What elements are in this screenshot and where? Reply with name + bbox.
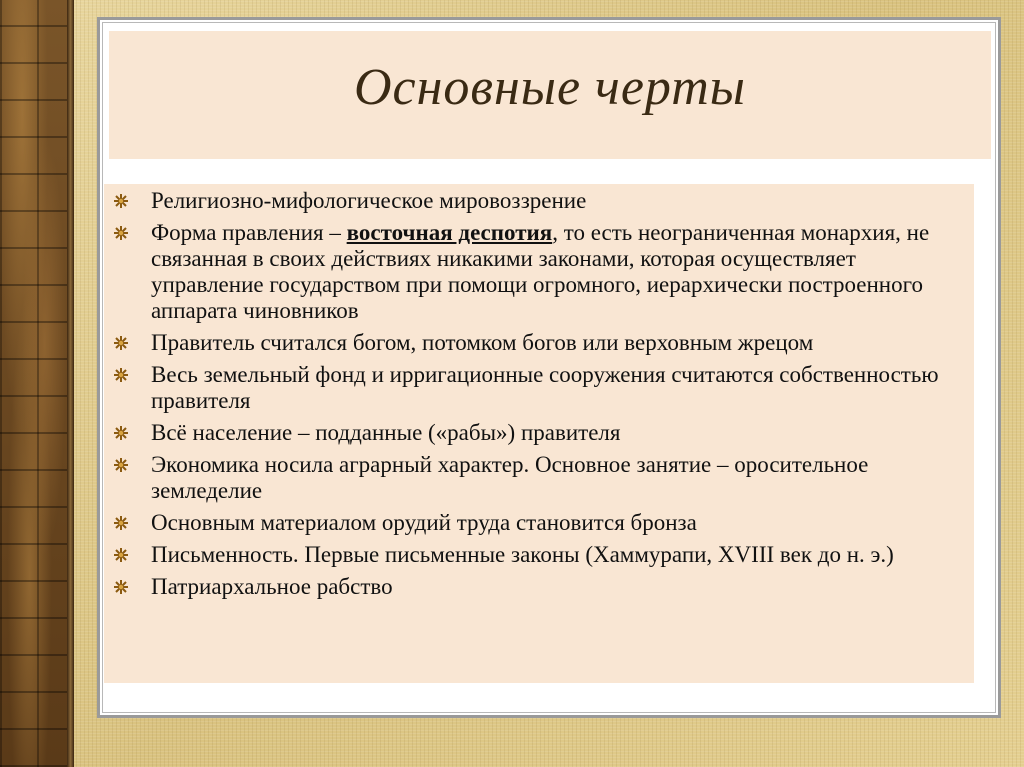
list-item-text-after: , то есть неограниченная монархия, не связанная в своих действиях никакими законами, которая осуществляет управление государством при помощи огромного, иерархически построенного аппарата чиновников	[151, 220, 930, 323]
slide-title: Основные черты	[353, 58, 747, 116]
list-item-text: Религиозно-мифологическое мировоззрение	[151, 188, 587, 213]
list-item	[104, 574, 974, 600]
star-burst-icon	[114, 226, 128, 240]
list-item-text: Письменность. Первые письменные законы (Хаммурапи, XVIII век до н. э.)	[151, 542, 894, 567]
star-burst-icon	[114, 516, 128, 530]
star-burst-icon	[114, 336, 128, 350]
list-item-text: Экономика носила аграрный характер. Основное занятие – оросительное земледелие	[151, 452, 869, 503]
list-item	[104, 220, 974, 324]
list-item-emphasis: восточная деспотия	[346, 220, 553, 245]
list-item	[104, 542, 974, 568]
star-burst-icon	[114, 580, 128, 594]
list-item-text: Патриархальное рабство	[151, 574, 393, 599]
list-item-text: Правитель считался богом, потомком богов или верховным жрецом	[151, 330, 814, 355]
bullet-list	[104, 188, 974, 606]
star-burst-icon	[114, 426, 128, 440]
star-burst-icon	[114, 194, 128, 208]
decorative-strip-edge	[67, 0, 74, 767]
list-item	[104, 330, 974, 356]
title-panel	[109, 31, 991, 159]
list-item-text: Весь земельный фонд и ирригационные сооружения считаются собственностью правителя	[151, 362, 939, 413]
list-item-text: Всё население – подданные («рабы») правителя	[151, 420, 621, 445]
list-item-text: Основным материалом орудий труда становится бронза	[151, 510, 697, 535]
list-item	[104, 420, 974, 446]
star-burst-icon	[114, 458, 128, 472]
list-item	[104, 362, 974, 414]
list-item	[104, 452, 974, 504]
star-burst-icon	[114, 368, 128, 382]
decorative-left-strip	[0, 0, 74, 767]
content-panel	[104, 184, 974, 683]
list-item	[104, 510, 974, 536]
list-item	[104, 188, 974, 214]
list-item-text-before: Форма правления –	[151, 220, 347, 245]
star-burst-icon	[114, 548, 128, 562]
